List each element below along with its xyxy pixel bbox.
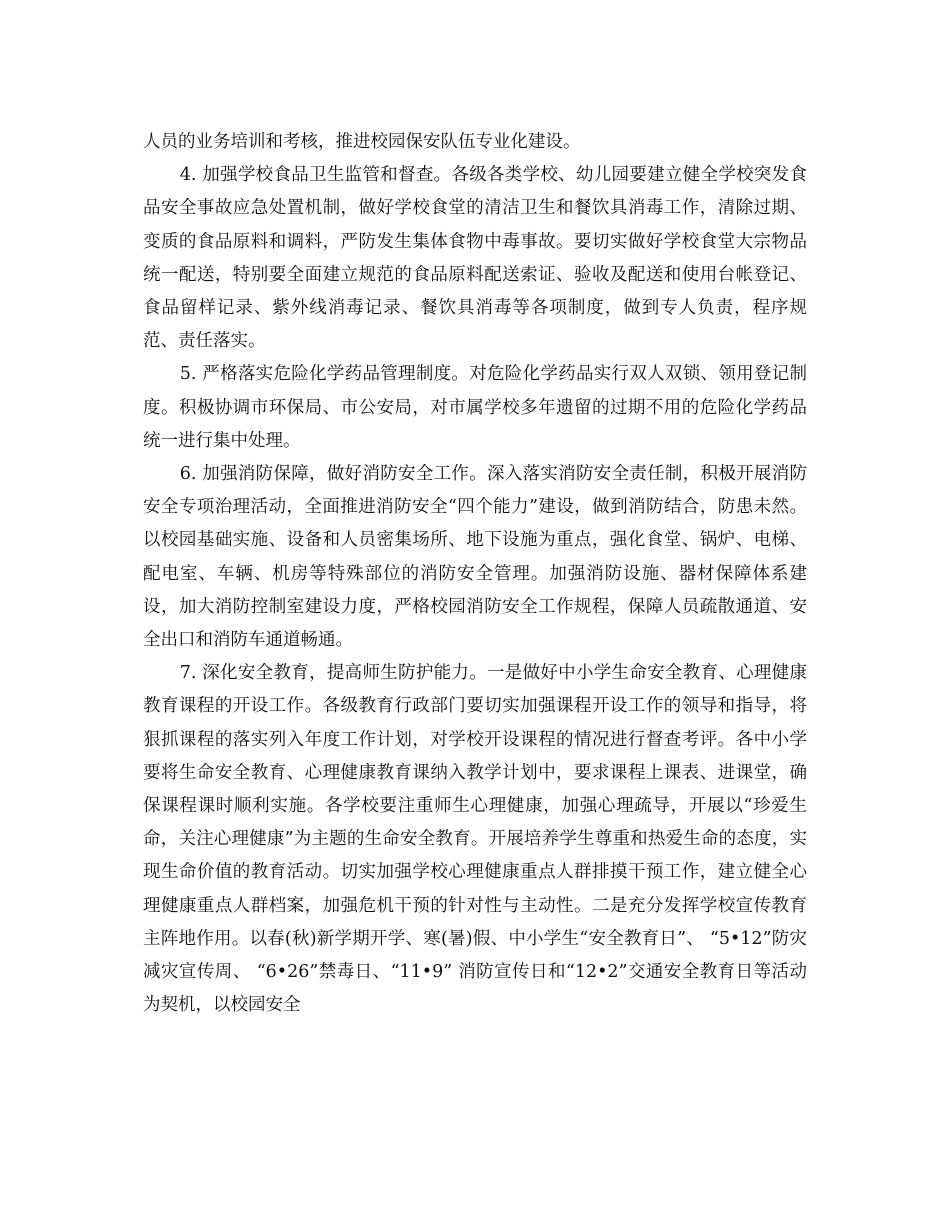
paragraph-item-7-safety-education: 7. 深化安全教育，提高师生防护能力。一是做好中小学生命安全教育、心理健康教育课程的开设工作。各级教育行政部门要切实加强课程开设工作的领导和指导，将狠抓课程的落实列入年度工作计划，对学校开设课程的情况进行督查考评。各中小学要将生命安全教育、心理健康教育课纳入教学计划中，要求课程上课表、进课堂，确保课程课时顺利实施。各学校要注重师生心理健康，加强心理疏导，开展以“珍爱生命，关注心理健康”为主题的生命安全教育。开展培养学生尊重和热爱生命的态度，实现生命价值的教育活动。切实加强学校心理健康重点人群排摸干预工作，建立健全心理健康重点人群档案，加强危机干预的针对性与主动性。二是充分发挥学校宣传教育主阵地作用。以春(秋)新学期开学、寒(暑)假、中小学生“安全教育日”、 “5•12”防灾减灾宣传周、 “6•26”禁毒日、“11•9” 消防宣传日和“12•2”交通安全教育日等活动为契机，以校园安全 — [143, 663, 807, 1016]
paragraph-continuation: 人员的业务培训和考核，推进校园保安队伍专业化建设。 — [143, 132, 581, 152]
paragraph-item-4-food-safety: 4. 加强学校食品卫生监管和督查。各级各类学校、幼儿园要建立健全学校突发食品安全事故应急处置机制，做好学校食堂的清洁卫生和餐饮具消毒工作，清除过期、变质的食品原料和调料，严防发生集体食物中毒事故。要切实做好学校食堂大宗物品统一配送，特别要全面建立规范的食品原料配送索证、验收及配送和使用台帐登记、食品留样记录、紫外线消毒记录、餐饮具消毒等各项制度，做到专人负责，程序规范、责任落实。 — [143, 165, 807, 352]
paragraph-item-6-fire-safety: 6. 加强消防保障，做好消防安全工作。深入落实消防安全责任制，积极开展消防安全专项治理活动，全面推进消防安全“四个能力”建设，做到消防结合，防患未然。以校园基础实施、设备和人员密集场所、地下设施为重点，强化食堂、锅炉、电梯、配电室、车辆、机房等特殊部位的消防安全管理。加强消防设施、器材保障体系建设，加大消防控制室建设力度，严格校园消防安全工作规程，保障人员疏散通道、安全出口和消防车通道畅通。 — [143, 464, 807, 651]
paragraph-item-5-chemicals: 5. 严格落实危险化学药品管理制度。对危险化学药品实行双人双锁、领用登记制度。积极协调市环保局、市公安局，对市属学校多年遗留的过期不用的危险化学药品统一进行集中处理。 — [143, 364, 807, 451]
document-body — [143, 126, 807, 1022]
